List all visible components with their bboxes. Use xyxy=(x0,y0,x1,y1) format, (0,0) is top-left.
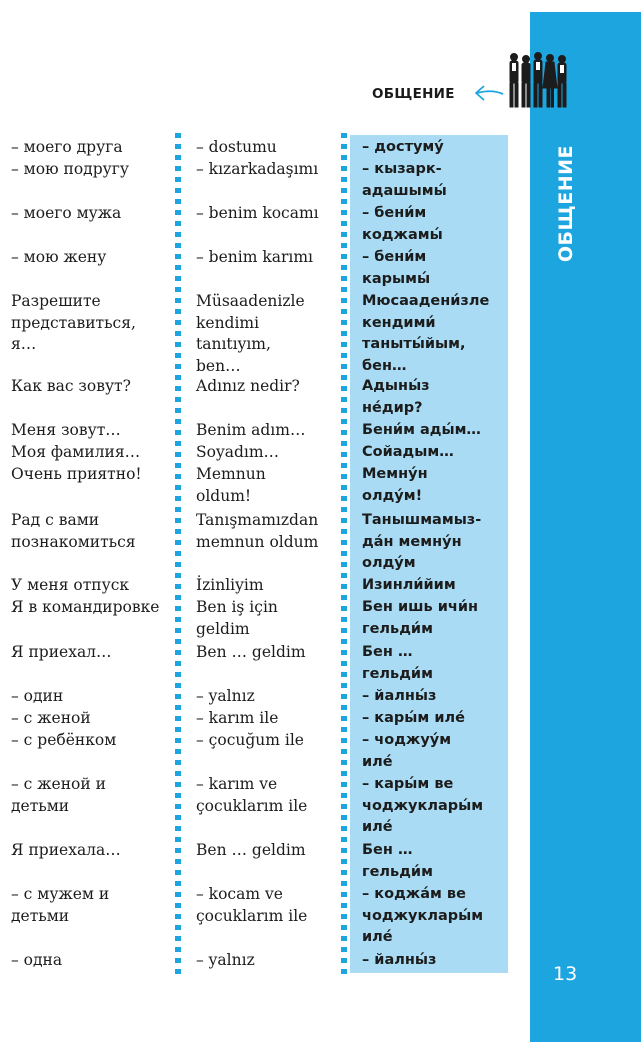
phrase-tl-text: Бен … xyxy=(362,644,413,660)
phrase-tl-text: олду́м xyxy=(362,555,416,571)
phrase-tr-text: – yalnız xyxy=(196,687,255,705)
side-tab xyxy=(530,12,641,1042)
phrase-tr-text: – çocuğum ile xyxy=(196,731,304,749)
phrase-tl-text: таныты́йым, xyxy=(362,336,466,352)
phrase-ru-text: – с женой и xyxy=(11,775,106,793)
phrase-tr-text: – kızarkadaşımı xyxy=(196,160,319,178)
phrase-tr-text: – karım ve xyxy=(196,775,278,793)
phrase-tl-text: иле́ xyxy=(362,819,393,835)
phrase-ru-text: детьми xyxy=(11,906,70,925)
phrase-tl-text: бен… xyxy=(362,357,407,374)
phrase-tl-text: адашымы́ xyxy=(362,182,447,199)
phrase-ru-text: – мою подругу xyxy=(11,160,129,178)
side-tab-title-text: ОБЩЕНИЕ xyxy=(555,145,577,263)
phrase-tl-text: чоджуклары́м xyxy=(362,797,484,814)
phrase-tr-text: Ben … geldim xyxy=(196,841,306,859)
phrase-tl-text: Бен ишь ичи́н xyxy=(362,599,479,615)
phrase-ru-text: Рад с вами xyxy=(11,511,100,529)
phrase-tr-text: Ben … geldim xyxy=(196,643,306,661)
phrase-tl-text: коджамы́ xyxy=(362,226,443,243)
phrase-ru-text: Разрешите xyxy=(11,292,101,310)
people-figures-icon xyxy=(500,50,570,112)
phrase-tl-text: да́н мемну́н xyxy=(362,533,462,550)
phrase-ru-text: Я приехала… xyxy=(11,841,121,859)
section-header: ОБЩЕНИЕ xyxy=(372,86,455,102)
phrase-tr-text: Adınız nedir? xyxy=(196,377,300,395)
phrase-ru-text: – мою жену xyxy=(11,248,107,266)
phrase-ru-text: – один xyxy=(11,687,64,705)
phrase-tr-text: geldim xyxy=(196,619,250,638)
phrase-ru-text: – с мужем и xyxy=(11,885,110,903)
phrase-ru-text: детьми xyxy=(11,796,70,815)
phrase-tr-text: Tanışmamızdan xyxy=(196,511,319,529)
phrase-ru-text: я… xyxy=(11,335,37,353)
phrase-tl-text: – чоджуу́м xyxy=(362,732,452,748)
phrase-ru-text: познакомиться xyxy=(11,532,136,551)
phrase-ru-text: – моего мужа xyxy=(11,204,122,222)
phrase-tl-text: – кары́м иле́ xyxy=(362,710,465,726)
phrase-tl-text: карымы́ xyxy=(362,270,431,287)
phrase-tr-text: memnun oldum xyxy=(196,532,319,551)
phrase-ru-text: Я приехал… xyxy=(11,643,112,661)
phrase-tr-text: Müsaadenizle xyxy=(196,292,305,310)
phrase-tl-text: Мюсаадени́зле xyxy=(362,293,490,309)
column-divider-dotted-right xyxy=(341,133,347,975)
phrase-tl-text: – достуму́ xyxy=(362,139,444,155)
phrase-tl-text: иле́ xyxy=(362,753,393,770)
phrase-ru-text: – одна xyxy=(11,951,63,969)
phrase-tl-text: кендими́ xyxy=(362,314,436,331)
phrase-ru-text: Моя фамилия… xyxy=(11,443,141,461)
phrase-ru-text: – с ребёнком xyxy=(11,731,117,749)
phrase-tl-text: Мемну́н xyxy=(362,466,428,482)
phrase-tl-text: – бени́м xyxy=(362,249,427,265)
phrase-ru-text: – с женой xyxy=(11,709,91,727)
side-tab-title xyxy=(548,145,584,263)
phrase-tl-text: гельди́м xyxy=(362,863,433,880)
phrase-ru-text: Я в командировке xyxy=(11,598,160,616)
phrase-tl-text: – коджа́м ве xyxy=(362,886,466,902)
phrase-tl-text: – йалны́з xyxy=(362,688,437,704)
phrase-tr-text: çocuklarım ile xyxy=(196,796,308,815)
phrase-tr-text: ben… xyxy=(196,356,241,375)
arrow-left-icon xyxy=(474,84,504,102)
phrase-tr-text: – dostumu xyxy=(196,138,277,156)
page-number: 13 xyxy=(553,963,578,985)
phrase-tl-text: Бени́м ады́м… xyxy=(362,422,481,438)
phrase-tr-text: çocuklarım ile xyxy=(196,906,308,925)
phrase-tr-text: Memnun xyxy=(196,465,266,483)
phrase-tr-text: Soyadım… xyxy=(196,443,280,461)
phrase-tl-text: – кызарк- xyxy=(362,161,442,177)
phrase-ru-text: – моего друга xyxy=(11,138,123,156)
phrase-tl-text: Адыны́з xyxy=(362,378,430,394)
phrase-tl-text: гельди́м xyxy=(362,665,433,682)
phrase-tr-text: kendimi xyxy=(196,313,260,332)
column-divider-dotted xyxy=(175,133,181,975)
phrase-tr-text: – karım ile xyxy=(196,709,279,727)
phrase-ru-text: У меня отпуск xyxy=(11,576,130,594)
phrase-tl-text: Сойадым… xyxy=(362,444,454,460)
phrase-tr-text: İzinliyim xyxy=(196,576,264,594)
phrase-tl-text: Бен … xyxy=(362,842,413,858)
phrase-ru-text: представиться, xyxy=(11,313,136,332)
phrase-tr-text: tanıtıyım, xyxy=(196,335,271,353)
phrase-ru-text: Меня зовут… xyxy=(11,421,121,439)
phrase-tl-text: чоджуклары́м xyxy=(362,907,484,924)
phrase-tr-text: Ben iş için xyxy=(196,598,278,616)
phrase-tl-text: гельди́м xyxy=(362,620,433,637)
phrase-tl-text: – кары́м ве xyxy=(362,776,454,792)
phrase-tl-text: – бени́м xyxy=(362,205,427,221)
phrase-tl-text: – йалны́з xyxy=(362,952,437,968)
phrase-tl-text: не́дир? xyxy=(362,399,423,416)
phrase-ru-text: Очень приятно! xyxy=(11,465,142,483)
phrase-tr-text: Benim adım… xyxy=(196,421,306,439)
phrase-tr-text: oldum! xyxy=(196,486,252,505)
phrase-tr-text: – benim kocamı xyxy=(196,204,319,222)
phrase-tl-text: иле́ xyxy=(362,929,393,945)
phrase-tr-text: – benim karımı xyxy=(196,248,313,266)
phrase-tl-text: Танышмамыз- xyxy=(362,512,482,528)
phrase-ru-text: Как вас зовут? xyxy=(11,377,131,395)
phrase-tr-text: – yalnız xyxy=(196,951,255,969)
phrase-tl-text: олду́м! xyxy=(362,487,423,504)
phrase-tl-text: Изинли́йим xyxy=(362,577,456,593)
phrase-tr-text: – kocam ve xyxy=(196,885,283,903)
